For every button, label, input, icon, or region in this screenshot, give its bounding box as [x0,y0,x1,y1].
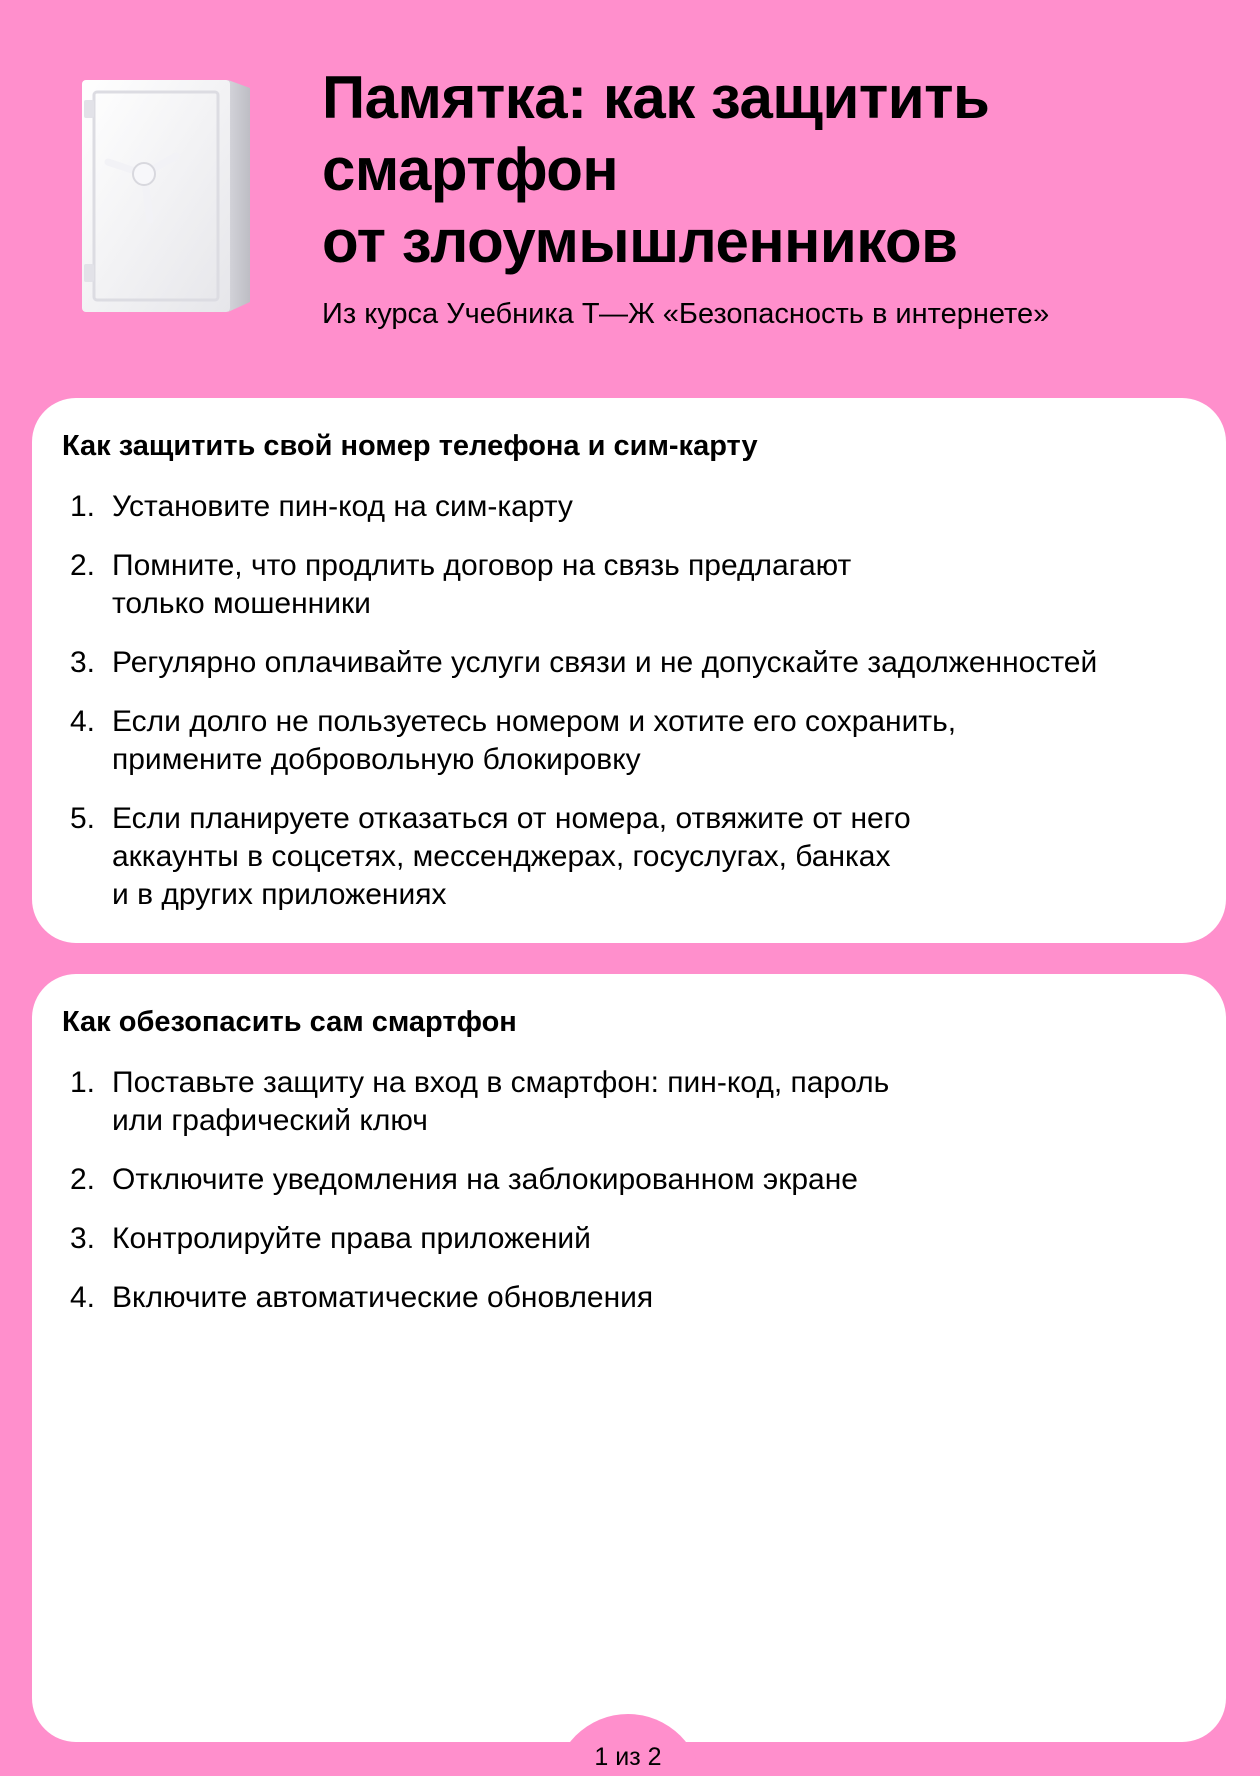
list-item [70,488,1097,526]
item-text: Контролируйте права приложений [112,1222,591,1255]
list-item [70,1064,889,1140]
section-heading: Как обезопасить сам смартфон [62,1006,517,1038]
item-text: Если долго не пользуетесь номером и хотите его сохранить, примените добровольную блокировку [112,705,957,776]
page-subtitle: Из курса Учебника Т—Ж «Безопасность в интернете» [322,298,1050,330]
tips-list [70,1064,889,1338]
safe-icon [78,78,258,318]
list-item [70,644,1097,682]
section-heading: Как защитить свой номер телефона и сим-карту [62,430,758,462]
item-number: 4. [70,1281,96,1314]
title-line: от злоумышленников [322,208,958,275]
item-text: Включите автоматические обновления [112,1281,654,1314]
section-card-smartphone [32,974,1226,1742]
list-item [70,1161,889,1199]
item-number: 2. [70,1163,96,1196]
item-text: Установите пин-код на сим-карту [112,490,573,523]
item-text: Помните, что продлить договор на связь предлагают только мошенники [112,549,852,620]
item-text: Отключите уведомления на заблокированном экране [112,1163,858,1196]
list-item [70,800,1097,914]
item-number: 1. [70,1066,96,1099]
item-number: 2. [70,549,96,582]
page-indicator-label: 1 из 2 [594,1743,662,1771]
list-item [70,547,1097,623]
title-line: Памятка: как защитить [322,64,990,131]
tips-list [70,488,1097,935]
item-text: Регулярно оплачивайте услуги связи и не допускайте задолженностей [112,646,1098,679]
page-title [322,62,1222,278]
item-number: 4. [70,705,96,738]
section-card-phone-number [32,398,1226,943]
list-item [70,703,1097,779]
item-number: 5. [70,802,96,835]
list-item [70,1279,889,1317]
item-number: 3. [70,1222,96,1255]
item-number: 3. [70,646,96,679]
title-line: смартфон [322,136,619,203]
list-item [70,1220,889,1258]
item-text: Поставьте защиту на вход в смартфон: пин-код, пароль или графический ключ [112,1066,890,1137]
item-number: 1. [70,490,96,523]
item-text: Если планируете отказаться от номера, отвяжите от него аккаунты в соцсетях, мессенджерах, госуслугах, банках и в других приложениях [112,802,911,911]
